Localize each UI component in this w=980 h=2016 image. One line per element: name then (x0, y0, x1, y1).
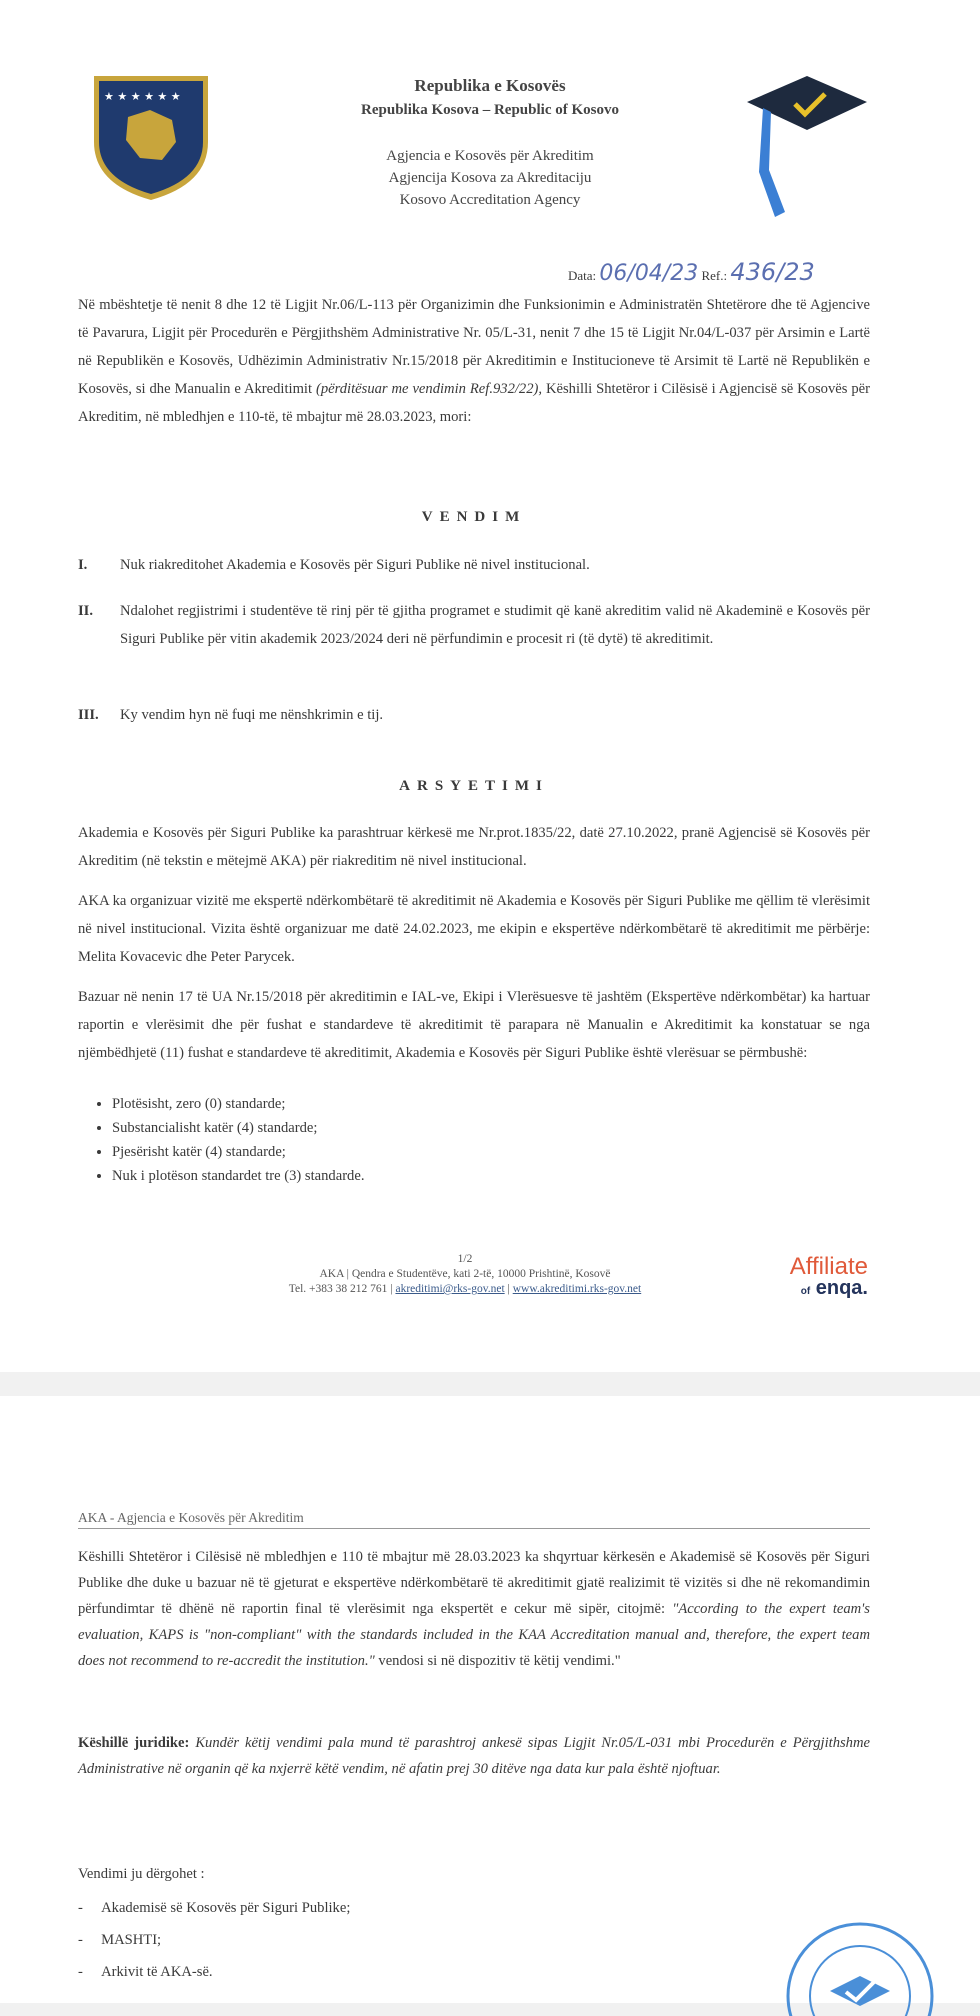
recipient-text: MASHTI; (101, 1932, 162, 1948)
footer-address: AKA | Qendra e Studentëve, kati 2-të, 10000 Prishtinë, Kosovë (319, 1268, 611, 1280)
list-item: • Pjesërisht katër (4) standarde; (112, 1140, 364, 1164)
preamble-italic: (përditësuar me vendimin Ref.932/22), (315, 381, 543, 397)
item-number: II. (78, 603, 94, 619)
item-text: Ky vendim hyn në fuqi me nënshkrimin e tij. (120, 707, 384, 723)
enqa-affiliate-logo (748, 1255, 868, 1301)
decision-item (78, 551, 870, 579)
recipient-item: - MASHTI; (78, 1932, 162, 1948)
reasoning-title: ARSYETIMI (399, 778, 549, 794)
reasoning-paragraph: Bazuar në nenin 17 të UA Nr.15/2018 për akreditimin e IAL-ve, Ekipi i Vlerësuesve të jashtëm (Ekspertëve ndërkombëtar) ka hartuar raportin e vlerësimit dhe për fushat e standardeve të akreditimit të parapara në Manualin e Akreditimit ka konstatuar se nga njëmbëdhjetë (11) fushat e standardeve të akreditimit, Akademia e Kosovës për Siguri Publike është vlerësuar se përmbushë: (78, 989, 870, 1061)
graduation-cap-logo-icon (745, 72, 870, 220)
footer-tel: Tel. +383 38 212 761 | (288, 1283, 393, 1295)
official-stamp-icon (780, 1916, 940, 2016)
expert-quote: "According to the expert team's evaluation, KAPS is "non-compliant" with the standards included in the KAA Accreditation manual and, therefore, the expert team does not recommend to re-accredit the institution." (78, 1601, 870, 1669)
preamble-paragraph (78, 291, 870, 431)
decision-item (78, 701, 870, 729)
recipient-item: - Akademisë së Kosovës për Siguri Publike; (78, 1900, 351, 1916)
date-ref-line (568, 258, 815, 286)
running-header: AKA - Agjencia e Kosovës për Akreditim (78, 1510, 870, 1529)
list-item: • Substancialisht katër (4) standarde; (112, 1116, 364, 1140)
ref-label: Ref.: (701, 268, 728, 283)
standards-list (88, 1092, 364, 1188)
svg-text:★ ★ ★ ★ ★ ★: ★ ★ ★ ★ ★ ★ (104, 90, 181, 103)
item-text: Ndalohet regjistrimi i studentëve të rinj për të gjitha programet e studimit që kanë akreditim valid në Akademinë e Kosovës për Siguri Publike për vitin akademik 2023/2024 deri në përfundimin e procesit ri (të dytë) të akreditimit. (120, 603, 870, 647)
header-country-sr-en: Republika Kosova – Republic of Kosovo (361, 102, 619, 118)
decision-item (78, 597, 870, 653)
date-label: Data: (568, 268, 597, 283)
enqa-text: enqa. (815, 1277, 868, 1299)
recipient-text: Arkivit të AKA-së. (101, 1964, 213, 1980)
header-agency-en: Kosovo Accreditation Agency (399, 192, 581, 208)
item-text: Nuk riakreditohet Akademia e Kosovës për Siguri Publike në nivel institucional. (120, 557, 590, 573)
date-value: 06/04/23 (599, 261, 699, 286)
kosovo-emblem-icon (90, 72, 212, 202)
list-item: • Plotësisht, zero (0) standarde; (112, 1092, 364, 1116)
item-number: I. (78, 557, 88, 573)
legal-advice (78, 1730, 870, 1782)
preamble-text: Në mbështetje të nenit 8 dhe 12 të Ligjit Nr.06/L-113 për Organizimin dhe Funksionimin e Administratën Shtetërore dhe të Agjencive të Pavarura, Ligjit për Procedurën e Përgjithshëm Administrative Nr. 05/L-31, nenit 7 dhe 15 të Ligjit Nr.04/L-037 për Arsimin e Lartë në Republikën e Kosovës, Udhëzimin Administrativ Nr.15/2018 për Akreditimin e Institucioneve të Arsimit të Lartë në Republikën e Kosovës, si dhe Manualin e Akreditimit (78, 297, 870, 397)
page-2 (0, 1396, 980, 2003)
ref-value: 436/23 (730, 258, 815, 286)
legal-label: Këshillë juridike: (78, 1735, 190, 1751)
reasoning-paragraph: AKA ka organizuar vizitë me ekspertë ndërkombëtarë të akreditimit në Akademia e Kosovës për Siguri Publike me qëllim të vlerësimit në nivel institucional. Vizita është organizuar me datë 24.02.2023, me ekipin e ekspertëve ndërkombëtarë të akreditimit me përbërje: Melita Kovacevic dhe Peter Parycek. (78, 893, 870, 965)
preamble-end: Këshilli Shtetëror i Cilësisë i Agjencisë së Kosovës për Akreditim, në mbledhjen e 110-të, të mbajtur më 28.03.2023, mori: (78, 381, 870, 425)
council-paragraph (78, 1544, 870, 1674)
recipient-item: - Arkivit të AKA-së. (78, 1964, 213, 1980)
header-agency-sq: Agjencia e Kosovës për Akreditim (386, 148, 594, 164)
affiliate-text: Affiliate (789, 1253, 868, 1280)
separator: | (507, 1283, 510, 1295)
legal-text: Kundër këtij vendimi pala mund të parashtroj ankesë sipas Ligjit Nr.05/L-031 mbi Procedurën e Përgjithshme Administrative në organin që ka nxjerrë këtë vendim, në afatin prej 30 ditëve nga data kur pala është njoftuar. (78, 1735, 870, 1777)
page-number: 1/2 (457, 1253, 473, 1265)
affiliate-of: of (800, 1286, 811, 1297)
list-item: • Nuk i plotëson standardet tre (3) standarde. (112, 1164, 364, 1188)
council-text: Këshilli Shtetëror i Cilësisë në mbledhjen e 110 të mbajtur më 28.03.2023 ka shqyrtuar kërkesën e Akademisë së Kosovës për Siguri Publike dhe duke u bazuar në të gjeturat e ekspertëve ndërkombëtarë të akreditimit gjatë realizimit të vizitës si dhe në rekomandimin përfundimtar të dhënë në raportin final të vlerësimit nga ekspertët e cekur më sipër, citojmë: (78, 1549, 870, 1617)
item-number: III. (78, 707, 99, 723)
email-link[interactable]: akreditimi@rks-gov.net (395, 1283, 505, 1295)
sent-to-label: Vendimi ju dërgohet : (78, 1866, 205, 1882)
decision-title: VENDIM (421, 509, 527, 525)
council-text-end: vendosi si në dispozitiv të këtij vendimi." (378, 1653, 621, 1669)
page-footer (150, 1252, 780, 1297)
header-country-sq: Republika e Kosovës (414, 76, 566, 95)
recipients-list (78, 1892, 350, 1988)
website-link[interactable]: www.akreditimi.rks-gov.net (512, 1283, 642, 1295)
recipient-text: Akademisë së Kosovës për Siguri Publike; (101, 1900, 351, 1916)
reasoning-paragraph: Akademia e Kosovës për Siguri Publike ka parashtruar kërkesë me Nr.prot.1835/22, datë 27.10.2022, pranë Agjencisë së Kosovës për Akreditim (në tekstin e mëtejmë AKA) për riakreditim në nivel institucional. (78, 825, 870, 869)
header-agency-sr: Agjencija Kosova za Akreditaciju (388, 170, 592, 186)
